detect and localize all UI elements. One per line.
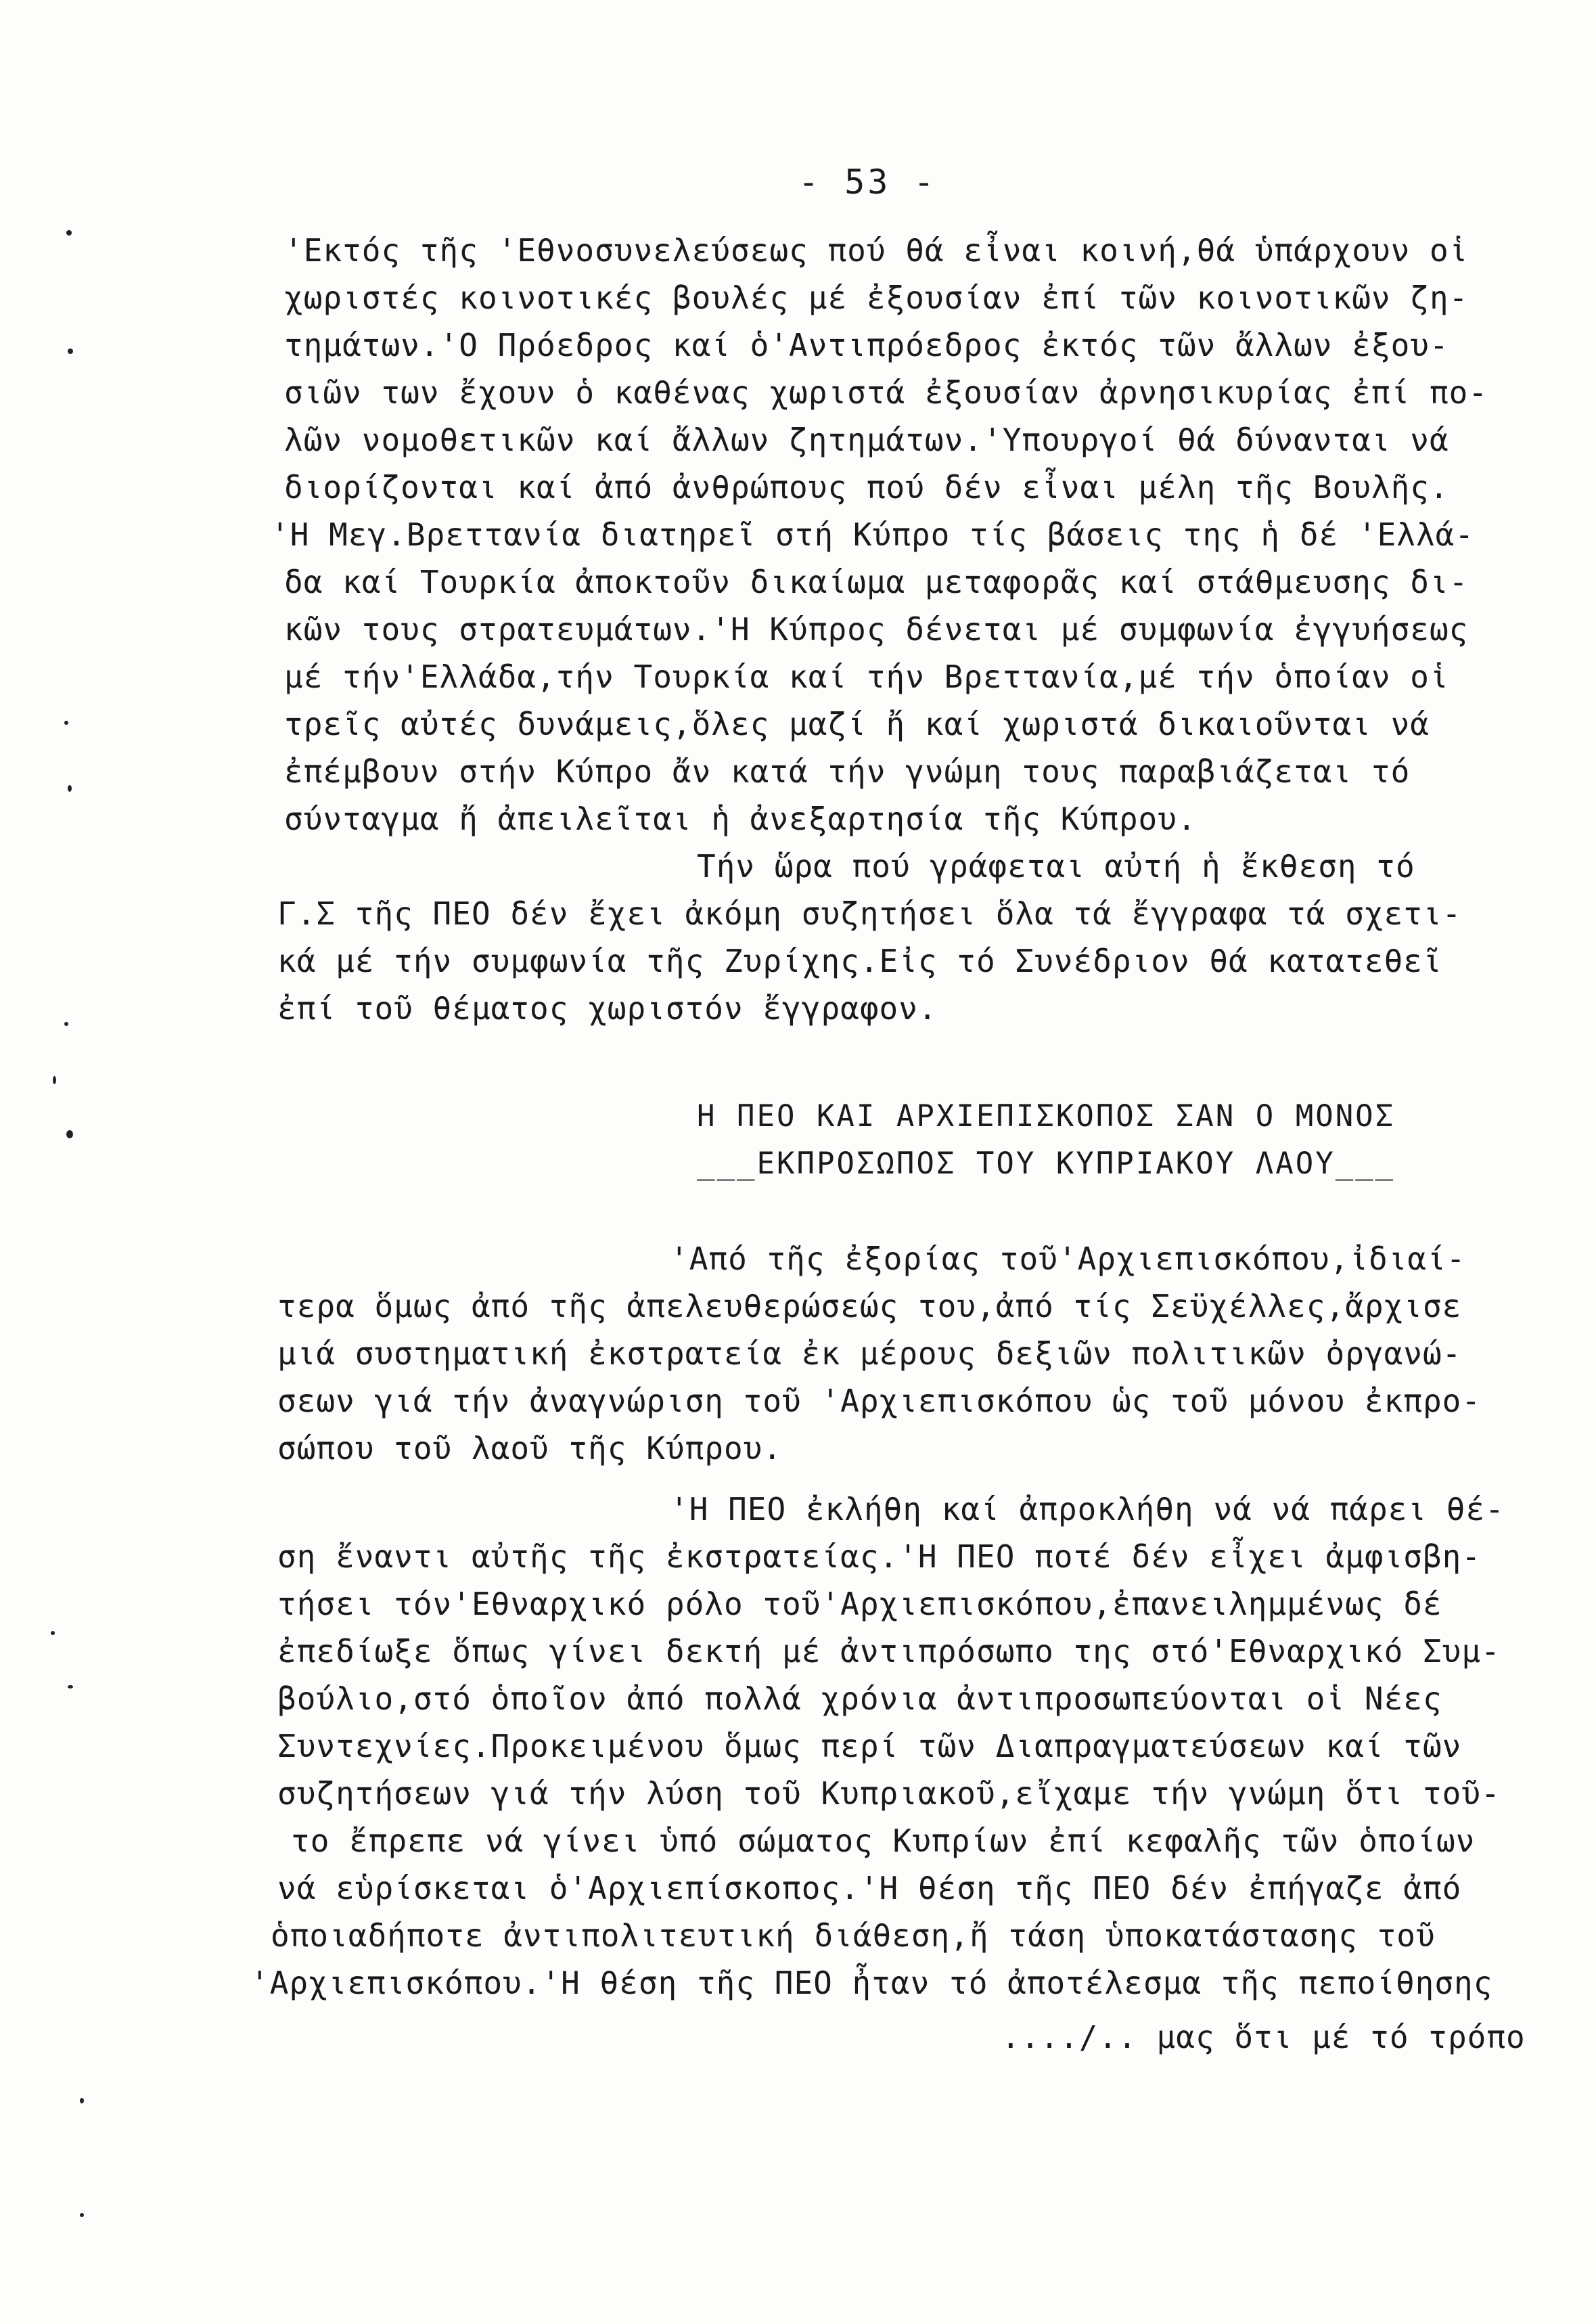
text-line: ἐπί τοῦ θέματος χωριστόν ἔγγραφον. — [277, 990, 938, 1027]
text-line: σιῶν των ἔχουν ὁ καθένας χωριστά ἐξουσίαν ἀρνησικυρίας ἐπί πο- — [284, 374, 1488, 411]
scan-speck — [68, 785, 72, 792]
text-line: 'Από τῆς ἐξορίας τοῦ'Αρχιεπισκόπου,ἰδιαί- — [670, 1241, 1466, 1277]
text-line: δα καί Τουρκία ἀποκτοῦν δικαίωμα μεταφορᾶς καί στάθμευσης δι- — [284, 564, 1469, 600]
text-line: κά μέ τήν συμφωνία τῆς Ζυρίχης.Εἰς τό Συνέδριον θά κατατεθεῖ — [277, 943, 1442, 979]
scan-speck — [68, 1685, 73, 1689]
text-line: μέ τήν'Ελλάδα,τήν Τουρκία καί τήν Βρεττανία,μέ τήν ὁποίαν οἱ — [284, 658, 1449, 695]
continuation-text: ..../.. μας ὅτι μέ τό τρόπο — [1001, 2019, 1526, 2055]
text-line: ση ἔναντι αὐτῆς τῆς ἐκστρατείας.'Η ΠΕΟ ποτέ δέν εἶχει ἀμφισβη- — [277, 1538, 1482, 1575]
text-line: 'Η ΠΕΟ ἐκλήθη καί ἀπροκλήθη νά νά πάρει θέ- — [670, 1491, 1505, 1527]
page-number: - 53 - — [798, 162, 937, 202]
text-line: ἐπεδίωξε ὅπως γίνει δεκτή μέ ἀντιπρόσωπο της στό'Εθναρχικό Συμ- — [277, 1633, 1501, 1670]
scan-speck — [68, 349, 73, 354]
text-line: ἐπέμβουν στήν Κύπρο ἄν κατά τήν γνώμη τους παραβιάζεται τό — [284, 753, 1411, 790]
text-line: το ἔπρεπε νά γίνει ὑπό σώματος Κυπρίων ἐπί κεφαλῆς τῶν ὁποίων — [291, 1823, 1476, 1859]
scan-speck — [66, 1130, 73, 1138]
scan-speck — [51, 1631, 55, 1635]
scan-speck — [80, 2098, 84, 2103]
text-line: τρεῖς αὐτές δυνάμεις,ὅλες μαζί ἤ καί χωριστά δικαιοῦνται νά — [284, 706, 1430, 742]
text-line: σεων γιά τήν ἀναγνώριση τοῦ 'Αρχιεπισκόπου ὡς τοῦ μόνου ἐκπρο- — [277, 1383, 1482, 1419]
text-line: 'Αρχιεπισκόπου.'Η θέση τῆς ΠΕΟ ἦταν τό ἀποτέλεσμα τῆς πεποίθησης — [250, 1965, 1493, 2001]
text-line: Τήν ὥρα πού γράφεται αὐτή ἡ ἔκθεση τό — [697, 848, 1415, 885]
scan-speck — [66, 230, 72, 236]
scan-speck — [64, 721, 68, 725]
scan-speck — [64, 1022, 68, 1026]
text-line: σώπου τοῦ λαοῦ τῆς Κύπρου. — [277, 1430, 783, 1467]
text-line: 'Η Μεγ.Βρεττανία διατηρεῖ στή Κύπρο τίς βάσεις της ἡ δέ 'Ελλά- — [271, 516, 1475, 553]
text-line: Συντεχνίες.Προκειμένου ὅμως περί τῶν Διαπραγματεύσεων καί τῶν — [277, 1728, 1462, 1764]
scan-speck — [53, 1076, 56, 1084]
text-line: νά εὑρίσκεται ὁ'Αρχιεπίσκοπος.'Η θέση τῆς ΠΕΟ δέν ἐπήγαζε ἀπό — [277, 1870, 1462, 1906]
text-line: 'Εκτός τῆς 'Εθνοσυνελεύσεως πού θά εἶναι κοινή,θά ὑπάρχουν οἱ — [284, 232, 1469, 269]
text-line: τερα ὅμως ἀπό τῆς ἀπελευθερώσεώς του,ἀπό τίς Σεϋχέλλες,ἄρχισε — [277, 1288, 1462, 1324]
text-line: Γ.Σ τῆς ΠΕΟ δέν ἔχει ἀκόμη συζητήσει ὅλα τά ἔγγραφα τά σχετι- — [277, 895, 1462, 932]
text-line: βούλιο,στό ὁποῖον ἀπό πολλά χρόνια ἀντιπροσωπεύονται οἱ Νέες — [277, 1680, 1442, 1717]
text-line: μιά συστηματική ἐκστρατεία ἐκ μέρους δεξιῶν πολιτικῶν ὀργανώ- — [277, 1335, 1462, 1372]
text-line: συζητήσεων γιά τήν λύση τοῦ Κυπριακοῦ,εἴχαμε τήν γνώμη ὅτι τοῦ- — [277, 1775, 1501, 1812]
scan-speck — [80, 2213, 84, 2217]
section-heading-line2: ___ΕΚΠΡΟΣΩΠΟΣ ΤΟΥ ΚΥΠΡΙΑΚΟΥ ΛΑΟΥ___ — [697, 1146, 1396, 1181]
text-line: λῶν νομοθετικῶν καί ἄλλων ζητημάτων.'Υπουργοί θά δύνανται νά — [284, 422, 1449, 458]
text-line: τήσει τόν'Εθναρχικό ρόλο τοῦ'Αρχιεπισκόπου,ἐπανειλημμένως δέ — [277, 1586, 1442, 1622]
text-line: ὁποιαδήποτε ἀντιπολιτευτική διάθεση,ἤ τάση ὑποκατάστασης τοῦ — [271, 1917, 1436, 1954]
text-line: σύνταγμα ἤ ἀπειλεῖται ἡ ἀνεξαρτησία τῆς Κύπρου. — [284, 801, 1197, 837]
text-line: διορίζονται καί ἀπό ἀνθρώπους πού δέν εἶναι μέλη τῆς Βουλῆς. — [284, 469, 1449, 506]
text-line: τημάτων.'Ο Πρόεδρος καί ὁ'Αντιπρόεδρος ἐκτός τῶν ἄλλων ἐξου- — [284, 327, 1449, 363]
section-heading-line1: Η ΠΕΟ ΚΑΙ ΑΡΧΙΕΠΙΣΚΟΠΟΣ ΣΑΝ Ο ΜΟΝΟΣ — [697, 1099, 1396, 1134]
text-line: κῶν τους στρατευμάτων.'Η Κύπρος δένεται μέ συμφωνία ἐγγυήσεως — [284, 611, 1469, 648]
text-line: χωριστές κοινοτικές βουλές μέ ἐξουσίαν ἐπί τῶν κοινοτικῶν ζη- — [284, 280, 1469, 316]
